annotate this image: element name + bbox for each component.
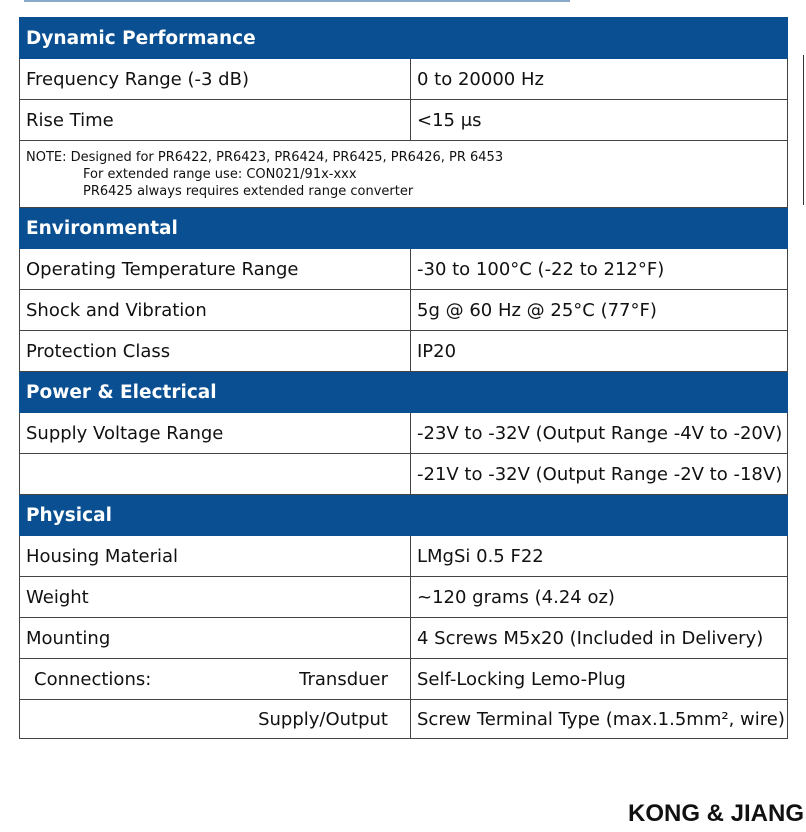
section-title: Power & Electrical (20, 372, 788, 413)
supply-label-cell (20, 700, 411, 739)
row-value: <15 μs (411, 100, 788, 141)
table-row (20, 59, 788, 100)
spec-table (19, 17, 788, 739)
supply-output-row (20, 700, 788, 739)
table-row (20, 454, 788, 495)
connections-label-cell (20, 659, 411, 700)
row-value: 5g @ 60 Hz @ 25°C (77°F) (411, 290, 788, 331)
section-title: Environmental (20, 208, 788, 249)
row-value: 4 Screws M5x20 (Included in Delivery) (411, 618, 788, 659)
row-label: Supply Voltage Range (20, 413, 411, 454)
side-rule (803, 55, 804, 205)
table-row (20, 618, 788, 659)
table-row (20, 577, 788, 618)
row-value: LMgSi 0.5 F22 (411, 536, 788, 577)
row-value: IP20 (411, 331, 788, 372)
note-line-2: For extended range use: CON021/91x-xxx (83, 166, 357, 182)
table-row (20, 249, 788, 290)
row-label (20, 454, 411, 495)
transducer-label: Transduer (299, 668, 388, 690)
row-value: 0 to 20000 Hz (411, 59, 788, 100)
row-label: Shock and Vibration (20, 290, 411, 331)
table-row (20, 100, 788, 141)
connections-row (20, 659, 788, 700)
connections-label: Connections: (34, 668, 152, 690)
row-label: Protection Class (20, 331, 411, 372)
table-row (20, 413, 788, 454)
table-row (20, 536, 788, 577)
row-value: -23V to -32V (Output Range -4V to -20V) (411, 413, 788, 454)
row-label: Weight (20, 577, 411, 618)
section-header-physical (20, 495, 788, 536)
row-label: Frequency Range (-3 dB) (20, 59, 411, 100)
brand-logo-text: KONG & JIANG (627, 800, 804, 827)
note-row (20, 141, 788, 208)
section-header-power (20, 372, 788, 413)
supply-output-value: Screw Terminal Type (max.1.5mm², wire) (411, 700, 788, 739)
row-label: Rise Time (20, 100, 411, 141)
section-title: Physical (20, 495, 788, 536)
row-label: Mounting (20, 618, 411, 659)
row-value: -30 to 100°C (-22 to 212°F) (411, 249, 788, 290)
row-label: Operating Temperature Range (20, 249, 411, 290)
note-line-3: PR6425 always requires extended range converter (83, 183, 414, 199)
table-row (20, 331, 788, 372)
transducer-value: Self-Locking Lemo-Plug (411, 659, 788, 700)
section-header-environmental (20, 208, 788, 249)
note-line-1: NOTE: Designed for PR6422, PR6423, PR6424, PR6425, PR6426, PR 6453 (26, 149, 504, 165)
row-value: -21V to -32V (Output Range -2V to -18V) (411, 454, 788, 495)
row-label: Housing Material (20, 536, 411, 577)
top-rule (24, 0, 570, 2)
table-row (20, 290, 788, 331)
section-title: Dynamic Performance (20, 18, 788, 59)
section-header-dynamic (20, 18, 788, 59)
row-value: ~120 grams (4.24 oz) (411, 577, 788, 618)
supply-output-label: Supply/Output (258, 708, 388, 730)
note-cell (20, 141, 788, 208)
